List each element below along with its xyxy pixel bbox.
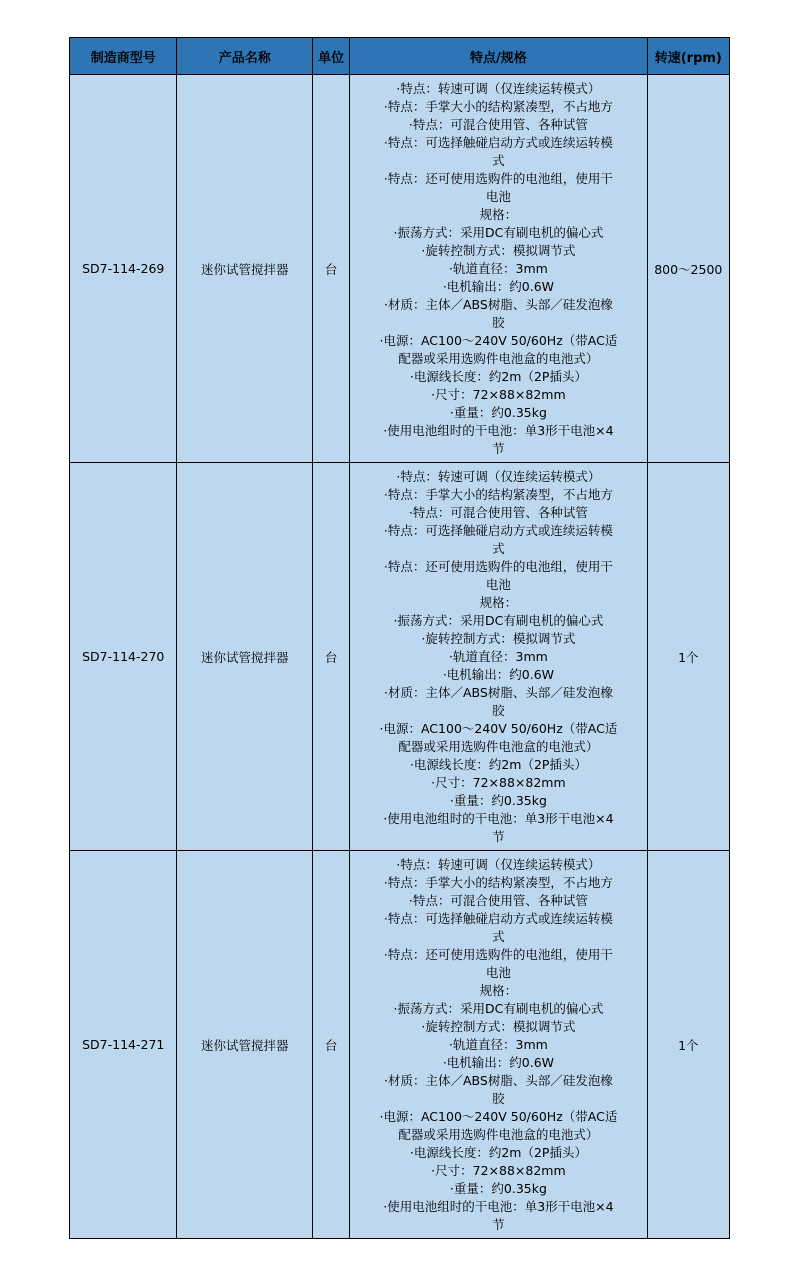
spec-line: 节 xyxy=(492,828,505,844)
cell-spec xyxy=(350,851,647,1239)
spec-line: ·电源线长度：约2m（2P插头） xyxy=(409,368,587,384)
spec-lines xyxy=(352,856,644,1234)
header-spec: 特点/规格 xyxy=(350,38,647,75)
spec-line: ·特点：还可使用选购件的电池组，使用干 xyxy=(383,558,613,574)
spec-line: ·尺寸：72×88×82mm xyxy=(431,774,566,790)
spec-line: ·特点：可选择触碰启动方式或连续运转模 xyxy=(383,522,613,538)
spec-line: 规格： xyxy=(479,982,518,998)
spec-line: ·重量：约0.35kg xyxy=(449,792,547,808)
spec-line: ·轨道直径：3mm xyxy=(449,260,548,276)
spec-line: ·电机输出：约0.6W xyxy=(442,1054,555,1070)
spec-line: ·特点：转速可调（仅连续运转模式） xyxy=(396,856,601,872)
header-speed: 转速(rpm) xyxy=(647,38,729,75)
spec-line: ·尺寸：72×88×82mm xyxy=(431,1162,566,1178)
table-row xyxy=(70,851,730,1239)
spec-line: ·特点：还可使用选购件的电池组，使用干 xyxy=(383,170,613,186)
spec-line: ·特点：可选择触碰启动方式或连续运转模 xyxy=(383,910,613,926)
spec-line: ·旋转控制方式：模拟调节式 xyxy=(421,242,576,258)
spec-line: 配器或采用选购件电池盒的电池式） xyxy=(398,738,599,754)
spec-line: ·振荡方式：采用DC有刷电机的偏心式 xyxy=(393,1000,604,1016)
spec-line: 电池 xyxy=(485,188,511,204)
spec-line: ·电源：AC100～240V 50/60Hz（带AC适 xyxy=(379,1108,618,1124)
header-product-name: 产品名称 xyxy=(177,38,313,75)
cell-spec xyxy=(350,75,647,463)
spec-line: ·旋转控制方式：模拟调节式 xyxy=(421,1018,576,1034)
spec-line: ·特点：手掌大小的结构紧凑型，不占地方 xyxy=(383,486,613,502)
spec-line: ·使用电池组时的干电池：单3形干电池×4 xyxy=(383,1198,614,1214)
cell-model: SD7-114-271 xyxy=(70,851,177,1239)
spec-line: ·特点：可混合使用管、各种试管 xyxy=(408,504,588,520)
spec-line: ·轨道直径：3mm xyxy=(449,1036,548,1052)
spec-line: 式 xyxy=(492,928,505,944)
cell-spec xyxy=(350,463,647,851)
spec-line: 式 xyxy=(492,152,505,168)
spec-line: 规格： xyxy=(479,206,518,222)
spec-line: 节 xyxy=(492,1216,505,1232)
spec-lines xyxy=(352,80,644,458)
spec-line: 配器或采用选购件电池盒的电池式） xyxy=(398,1126,599,1142)
spec-line: 规格： xyxy=(479,594,518,610)
spec-line: 式 xyxy=(492,540,505,556)
cell-model: SD7-114-269 xyxy=(70,75,177,463)
spec-line: ·特点：转速可调（仅连续运转模式） xyxy=(396,80,601,96)
cell-speed: 1个 xyxy=(647,851,729,1239)
cell-product-name: 迷你试管搅拌器 xyxy=(177,75,313,463)
spec-line: ·电源：AC100～240V 50/60Hz（带AC适 xyxy=(379,332,618,348)
spec-line: ·特点：可混合使用管、各种试管 xyxy=(408,892,588,908)
spec-line: ·特点：可混合使用管、各种试管 xyxy=(408,116,588,132)
spec-line: 电池 xyxy=(485,576,511,592)
cell-product-name: 迷你试管搅拌器 xyxy=(177,851,313,1239)
spec-line: 胶 xyxy=(492,702,505,718)
product-spec-table xyxy=(69,37,730,1239)
spec-line: ·特点：可选择触碰启动方式或连续运转模 xyxy=(383,134,613,150)
spec-line: ·轨道直径：3mm xyxy=(449,648,548,664)
spec-line: ·电机输出：约0.6W xyxy=(442,666,555,682)
spec-line: ·特点：转速可调（仅连续运转模式） xyxy=(396,468,601,484)
spec-line: ·特点：手掌大小的结构紧凑型，不占地方 xyxy=(383,98,613,114)
spec-line: ·特点：手掌大小的结构紧凑型，不占地方 xyxy=(383,874,613,890)
header-row xyxy=(70,38,730,75)
spec-line: 胶 xyxy=(492,314,505,330)
table-row xyxy=(70,463,730,851)
spec-line: ·振荡方式：采用DC有刷电机的偏心式 xyxy=(393,224,604,240)
spec-line: ·使用电池组时的干电池：单3形干电池×4 xyxy=(383,810,614,826)
spec-line: ·振荡方式：采用DC有刷电机的偏心式 xyxy=(393,612,604,628)
spec-line: ·重量：约0.35kg xyxy=(449,404,547,420)
spec-lines xyxy=(352,468,644,846)
spec-line: ·电源：AC100～240V 50/60Hz（带AC适 xyxy=(379,720,618,736)
spec-line: ·材质：主体／ABS树脂、头部／硅发泡橡 xyxy=(384,684,613,700)
spec-line: 配器或采用选购件电池盒的电池式） xyxy=(398,350,599,366)
cell-model: SD7-114-270 xyxy=(70,463,177,851)
cell-speed: 800～2500 xyxy=(647,75,729,463)
header-model: 制造商型号 xyxy=(70,38,177,75)
cell-speed: 1个 xyxy=(647,463,729,851)
spec-line: ·使用电池组时的干电池：单3形干电池×4 xyxy=(383,422,614,438)
cell-unit: 台 xyxy=(313,851,350,1239)
cell-unit: 台 xyxy=(313,75,350,463)
spec-line: 胶 xyxy=(492,1090,505,1106)
header-unit: 单位 xyxy=(313,38,350,75)
cell-product-name: 迷你试管搅拌器 xyxy=(177,463,313,851)
cell-unit: 台 xyxy=(313,463,350,851)
spec-line: ·旋转控制方式：模拟调节式 xyxy=(421,630,576,646)
spec-line: ·电机输出：约0.6W xyxy=(442,278,555,294)
spec-line: ·材质：主体／ABS树脂、头部／硅发泡橡 xyxy=(384,296,613,312)
spec-line: ·电源线长度：约2m（2P插头） xyxy=(409,756,587,772)
spec-line: ·特点：还可使用选购件的电池组，使用干 xyxy=(383,946,613,962)
spec-line: 电池 xyxy=(485,964,511,980)
spec-line: ·尺寸：72×88×82mm xyxy=(431,386,566,402)
spec-line: ·重量：约0.35kg xyxy=(449,1180,547,1196)
spec-line: 节 xyxy=(492,440,505,456)
spec-line: ·材质：主体／ABS树脂、头部／硅发泡橡 xyxy=(384,1072,613,1088)
spec-line: ·电源线长度：约2m（2P插头） xyxy=(409,1144,587,1160)
table-row xyxy=(70,75,730,463)
